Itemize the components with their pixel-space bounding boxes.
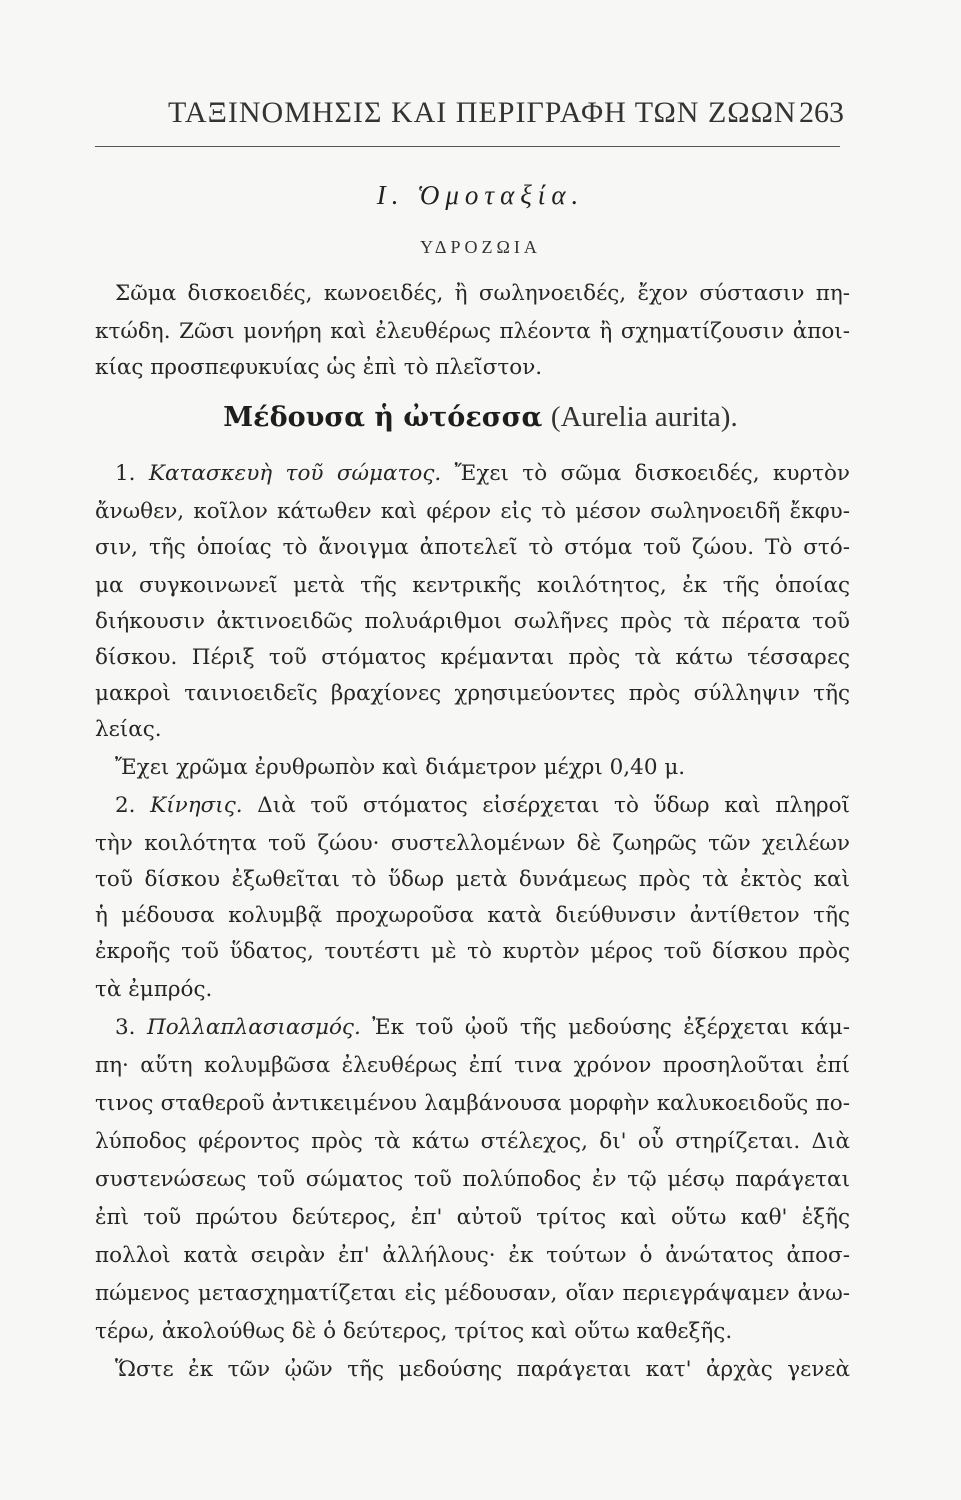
paragraph-number: 2.	[115, 793, 136, 818]
paragraph-line: λείας.	[95, 717, 162, 742]
paragraph-line: μα συγκοινωνεῖ μετὰ τῆς κεντρικῆς κοιλότητος, ἐκ τῆς ὁποίας	[95, 573, 850, 598]
paragraph-title: Κατασκευὴ τοῦ σώματος.	[148, 461, 442, 486]
paragraph-line: δίσκου. Πέριξ τοῦ στόματος κρέμανται πρὸς τὰ κάτω τέσσαρες	[95, 645, 850, 670]
species-title	[0, 397, 961, 438]
paragraph-line: πώμενος μετασχηματίζεται εἰς μέδουσαν, οἵαν περιεγράψαμεν ἀνω-	[95, 1281, 850, 1306]
running-title: ΤΑΞΙΝΟΜΗΣΙΣ ΚΑΙ ΠΕΡΙΓΡΑΦΗ ΤΩΝ ΖΩΩΝ	[168, 96, 797, 129]
intro-line: κτώδη. Ζῶσι μονήρη καὶ ἐλευθέρως πλέοντα ἢ σχηματίζουσιν ἀποι-	[95, 319, 850, 344]
paragraph-line: Ἔχει χρῶμα ἐρυθρωπὸν καὶ διάμετρον μέχρι 0,40 μ.	[115, 755, 686, 780]
paragraph-line: πολλοὶ κατὰ σειρὰν ἐπ' ἀλλήλους· ἐκ τούτων ὁ ἀνώτατος ἀποσ-	[95, 1243, 850, 1268]
paragraph-line: τὴν κοιλότητα τοῦ ζώου· συστελλομένων δὲ ζωηρῶς τῶν χειλέων	[95, 831, 850, 856]
paragraph-line: πη· αὕτη κολυμβῶσα ἐλευθέρως ἐπί τινα χρόνον προσηλοῦται ἐπί	[95, 1053, 850, 1078]
paragraph-line: ἐκροῆς τοῦ ὕδατος, τουτέστι μὲ τὸ κυρτὸν μέρος τοῦ δίσκου πρὸς	[95, 939, 850, 964]
paragraph-line: ἐπὶ τοῦ πρώτου δεύτερος, ἐπ' αὐτοῦ τρίτος καὶ οὕτω καθ' ἑξῆς	[95, 1205, 850, 1230]
paragraph-line: Ὥστε ἐκ τῶν ᾠῶν τῆς μεδούσης παράγεται κατ' ἀρχὰς γενεὰ	[115, 1357, 850, 1382]
paragraph-line: τινος σταθεροῦ ἀντικειμένου λαμβάνουσα μορφὴν καλυκοειδοῦς πο-	[95, 1091, 850, 1116]
paragraph-title: Κίνησις.	[150, 793, 243, 818]
paragraph-text: Ἐκ τοῦ ᾠοῦ τῆς μεδούσης ἐξέρχεται κάμ-	[372, 1015, 850, 1040]
species-greek-name: Μέδουσα ἡ ὠτόεσσα	[223, 402, 543, 433]
page-number: 263	[799, 96, 844, 129]
paragraph-line: σιν, τῆς ὁποίας τὸ ἄνοιγμα ἀποτελεῖ τὸ στόμα τοῦ ζώου. Τὸ στό-	[95, 535, 850, 560]
paragraph-title: Πολλαπλασιασμός.	[146, 1015, 361, 1040]
paragraph-line	[95, 1010, 850, 1046]
intro-line: κίας προσπεφυκυίας ὡς ἐπὶ τὸ πλεῖστον.	[95, 355, 543, 380]
paragraph-line	[95, 788, 850, 824]
paragraph-line: συστενώσεως τοῦ σώματος τοῦ πολύποδος ἐν τῷ μέσῳ παράγεται	[95, 1167, 850, 1192]
paragraph-line: ἄνωθεν, κοῖλον κάτωθεν καὶ φέρον εἰς τὸ μέσον σωληνοειδῆ ἔκφυ-	[95, 499, 850, 524]
paragraph-line: μακροὶ ταινιοειδεῖς βραχίονες χρησιμεύοντες πρὸς σύλληψιν τῆς	[95, 681, 850, 706]
paragraph-line: διήκουσιν ἀκτινοειδῶς πολυάριθμοι σωλῆνες πρὸς τὰ πέρατα τοῦ	[95, 609, 850, 634]
paragraph-line: τὰ ἐμπρός.	[95, 977, 213, 1002]
paragraph-number: 3.	[115, 1015, 136, 1040]
paragraph-text: Ἔχει τὸ σῶμα δισκοειδές, κυρτὸν	[454, 461, 850, 486]
paragraph-line	[95, 456, 850, 492]
section-heading: Ι. Ὁμοταξία.	[376, 180, 585, 210]
subheading: ΥΔΡΟΖΩΙΑ	[420, 237, 541, 257]
header-rule	[95, 146, 840, 147]
species-latin-name: (Aurelia aurita).	[550, 401, 738, 433]
paragraph-number: 1.	[115, 461, 136, 486]
paragraph-line: τέρω, ἀκολούθως δὲ ὁ δεύτερος, τρίτος καὶ οὕτω καθεξῆς.	[95, 1319, 733, 1344]
paragraph-line: ἡ μέδουσα κολυμβᾷ προχωροῦσα κατὰ διεύθυνσιν ἀντίθετον τῆς	[95, 903, 850, 928]
running-head	[160, 96, 850, 146]
paragraph-line: λύποδος φέροντος πρὸς τὰ κάτω στέλεχος, δι' οὗ στηρίζεται. Διὰ	[95, 1129, 850, 1154]
paragraph-line: τοῦ δίσκου ἐξωθεῖται τὸ ὕδωρ μετὰ δυνάμεως πρὸς τὰ ἐκτὸς καὶ	[95, 867, 850, 892]
intro-line: Σῶμα δισκοειδές, κωνοειδές, ἢ σωληνοειδές, ἔχον σύστασιν πη-	[115, 281, 850, 306]
paragraph-text: Διὰ τοῦ στόματος εἰσέρχεται τὸ ὕδωρ καὶ πληροῖ	[257, 793, 850, 818]
